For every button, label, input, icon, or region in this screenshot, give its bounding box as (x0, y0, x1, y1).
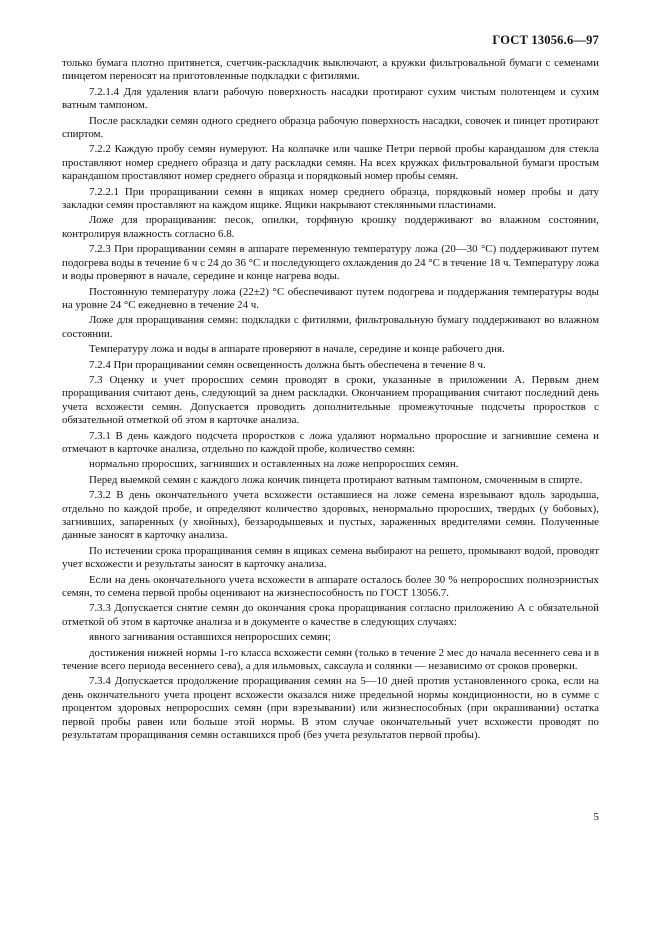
paragraph: После раскладки семян одного среднего образца рабочую поверхность насадки, совочек и пинцет протирают спиртом. (62, 114, 599, 141)
document-body (62, 57, 599, 745)
paragraph: 7.2.2.1 При проращивании семян в ящиках номер среднего образца, порядковый номер пробы и дату закладки семян проставляют на каждом ящике. Ящики накрывают стеклянными пластинами. (62, 185, 599, 212)
paragraph: 7.2.3 При проращивании семян в аппарате переменную температуру ложа (20—30 °С) поддерживают путем подогрева воды в течение 6 ч с 24 до 36 °С и последующего охлаждения до 24 °С в течение 18 ч. Температуру ложа и воды проверяют в начале, середине и конце нагрева воды. (62, 243, 599, 283)
paragraph: Постоянную температуру ложа (22±2) °С обеспечивают путем подогрева и поддержания температуры воды на уровне 24 °С ежедневно в течение 24 ч. (62, 285, 599, 311)
paragraph: Температуру ложа и воды в аппарате проверяют в начале, середине и конце рабочего дня. (89, 343, 505, 356)
paragraph: Ложе для проращивания семян: подкладки с фитилями, фильтровальную бумагу поддерживают во влажном состоянии. (62, 314, 599, 340)
page-number: 5 (593, 811, 599, 823)
paragraph: Перед выемкой семян с каждого ложа кончик пинцета протирают ватным тампоном, смоченным в спирте. (89, 473, 583, 486)
paragraph: По истечении срока проращивания семян в ящиках семена выбирают на решето, промывают водой, проводят учет всхожести и результаты заносят в карточку анализа. (62, 544, 599, 571)
paragraph: 7.3.3 Допускается снятие семян до окончания срока проращивания согласно приложению А с обязательной отметкой об этом в карточке анализа и в документе о качестве в следующих случаях: (62, 602, 599, 628)
paragraph: 7.3.4 Допускается продолжение проращивания семян на 5—10 дней против установленного срока, если на день окончательного учета процент всхожести оказался ниже предельной нормы кондиционности, но в сумме с процентом здоровых непроросших семян (при взрезывании) или жизнеспособных (при окрашивании) остатка первой пробы равен или больше этой нормы. В этом случае окончательный учет всхожести проводят по результатам проращивания семян оставшихся проб (без учета результатов первой пробы). (62, 675, 599, 742)
paragraph: 7.3.2 В день окончательного учета всхожести оставшиеся на ложе семена взрезывают вдоль зародыша, отдельно по каждой пробе, и определяют количество здоровых, ненормально проросших, твердых (у бобовых), загнивших, запаренных (у хвойных), беззародышевых и пустых, зараженных вредителями семян. Полученные данные заносят в карточку анализа. (62, 489, 599, 542)
paragraph: явного загнивания оставшихся непроросших семян; (89, 631, 331, 644)
paragraph: Ложе для проращивания: песок, опилки, торфяную крошку поддерживают во влажном состоянии, контролируя влажность согласно 6.8. (62, 214, 599, 240)
paragraph: только бумага плотно притянется, счетчик-раскладчик выключают, а кружки фильтровальной бумаги с семенами пинцетом переносят на приготовленные подкладки с фитилями. (62, 57, 599, 83)
paragraph: 7.3 Оценку и учет проросших семян проводят в сроки, указанные в приложении А. Первым днем проращивания считают день, следующий за днем раскладки. Окончанием проращивания считают последний день учета всхожести семян. Допускается проводить дополнительные промежуточные подсчеты проростков с обязательной отметкой об этом в карточке анализа. (62, 373, 599, 427)
paragraph: 7.3.1 В день каждого подсчета проростков с ложа удаляют нормально проросшие и загнившие семена и отмечают в карточке анализа, отдельно по каждой пробе, количество семян: (62, 429, 599, 455)
paragraph: 7.2.2 Каждую пробу семян нумеруют. На колпачке или чашке Петри первой пробы карандашом для стекла проставляют номер среднего образца и дату раскладки семян. На всех кружках фильтровальной бумаги простым карандашом проставляют номер среднего образца и порядковый номер пробы семян. (62, 143, 599, 183)
paragraph: 7.2.4 При проращивании семян освещенность должна быть обеспечена в течение 8 ч. (89, 358, 486, 371)
paragraph: достижения нижней нормы 1-го класса всхожести семян (только в течение 2 мес до начала весеннего сева и в течение всего периода весеннего сева), а для ильмовых, саксаула и солянки — независимо от сроков проверки. (62, 646, 599, 673)
paragraph: Если на день окончательного учета всхожести в аппарате осталось более 30 % непроросших полноэрнистых семян, то семена первой пробы оценивают на жизнеспособность по ГОСТ 13056.7. (62, 573, 599, 600)
paragraph: 7.2.1.4 Для удаления влаги рабочую поверхность насадки протирают сухим чистым полотенцем и сухим ватным тампоном. (62, 85, 599, 112)
paragraph: нормально проросших, загнивших и оставленных на ложе непроросших семян. (89, 458, 459, 471)
page-header: ГОСТ 13056.6—97 (492, 33, 599, 47)
